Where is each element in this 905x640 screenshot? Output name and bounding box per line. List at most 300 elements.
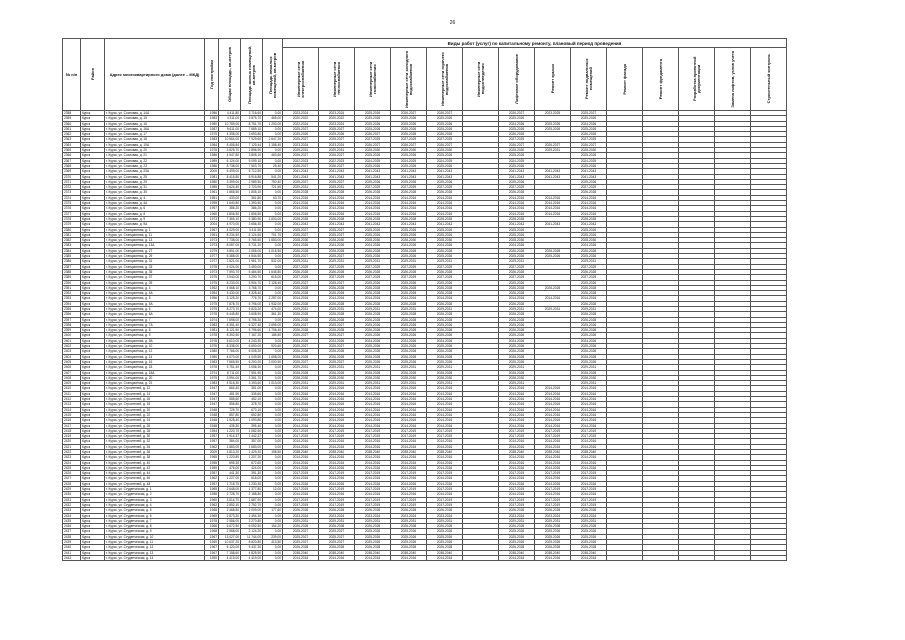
table-cell: 2014-2016 (391, 423, 427, 428)
table-cell: 2023-2024 (571, 513, 607, 518)
table-cell: 2017-2019 (499, 471, 535, 476)
table-cell: 2379 (63, 222, 81, 227)
table-cell: 2014-2016 (571, 296, 607, 301)
table-cell: 2028-2030 (391, 375, 427, 380)
table-cell: 2 055,00 (241, 248, 263, 253)
table-cell: 463,60 (263, 153, 283, 158)
table-cell: 335,60 (241, 391, 263, 396)
table-cell: г. Курск, ул. Станционная, д. 13А (105, 243, 205, 248)
table-cell: 2026-2028 (391, 291, 427, 296)
table-cell: 2009 (205, 450, 219, 455)
table-cell: 3 608,90 (241, 312, 263, 317)
table-cell: 2041-2043 (319, 174, 355, 179)
table-cell: 1986 (205, 153, 219, 158)
table-cell: 2014-2016 (355, 418, 391, 423)
table-cell: 2410 (63, 386, 81, 391)
table-cell: 2024-2025 (427, 158, 463, 163)
table-cell: 13 027,00 (219, 534, 241, 539)
table-cell: 2026-2028 (355, 269, 391, 274)
table-cell: 1968 (205, 529, 219, 534)
table-cell: 4 070,00 (219, 354, 241, 359)
table-cell: г. Курск, ул. Станционная, д. 7 (105, 317, 205, 322)
table-cell: 2000 (205, 169, 219, 174)
table-cell: 2025-2026 (391, 153, 427, 158)
table-cell: 1 015,50 (263, 248, 283, 253)
table-cell: 8 338,00 (219, 344, 241, 349)
table-cell: 2026-2028 (319, 301, 355, 306)
table-cell: Курск (81, 254, 105, 259)
table-cell: г. Курск, ул. Станционная, д. 39 (105, 280, 205, 285)
table-cell: 2041-2043 (391, 169, 427, 174)
table-cell: 2026-2027 (499, 111, 535, 116)
table-cell: 2438 (63, 534, 81, 539)
table-cell: 2026-2028 (283, 508, 319, 513)
table-cell: Курск (81, 349, 105, 354)
table-cell: 721,50 (263, 185, 283, 190)
table-cell: 1981 (205, 328, 219, 333)
table-cell: 1974 (205, 370, 219, 375)
table-cell: 2 989,50 (241, 179, 263, 184)
table-cell: 6 672,50 (219, 524, 241, 529)
table-cell: 2014-2016 (283, 492, 319, 497)
table-cell: 2041-2043 (283, 174, 319, 179)
table-cell: 2014-2016 (571, 465, 607, 470)
table-cell: 6 327,40 (241, 322, 263, 327)
table-cell: 2017-2019 (535, 471, 571, 476)
table-cell: г. Курск, ул. Станционная, д. 29 (105, 254, 205, 259)
table-cell: 12,00 (263, 487, 283, 492)
table-cell: 2014-2016 (499, 481, 535, 486)
header-works-group: Виды работ (услуг) по капитальному ремонту, плановый период проведения (283, 39, 787, 48)
table-cell: Курск (81, 471, 105, 476)
table-cell: 5 731,20 (241, 243, 263, 248)
table-cell: 2436 (63, 524, 81, 529)
table-cell: г. Курск, ул. Строителей, д. 18 (105, 402, 205, 407)
table-cell: 2026-2028 (319, 291, 355, 296)
table-cell: 2025-2026 (499, 529, 535, 534)
table-cell: 2025-2026 (427, 179, 463, 184)
table-cell: 2038-2040 (283, 450, 319, 455)
table-cell: 8 455,84 (219, 142, 241, 147)
table-cell: 8 273,70 (219, 306, 241, 311)
table-cell: 2014-2016 (319, 211, 355, 216)
table-cell: 1962 (205, 502, 219, 507)
table-cell: 2025-2026 (535, 529, 571, 534)
header-work-8: Ремонт подвальных помещений (571, 48, 607, 111)
table-cell: 2026-2028 (571, 301, 607, 306)
table-cell: г. Курск, ул. Станционная, д. 6 (105, 306, 205, 311)
table-cell: 2014-2016 (391, 455, 427, 460)
table-cell: г. Курск, ул. Сосновая, д. 16 (105, 121, 205, 126)
table-cell: 2025-2027 (319, 227, 355, 232)
table-cell: 2029-2031 (283, 148, 319, 153)
table-cell: Курск (81, 190, 105, 195)
header-area-living: Площадь жилых помещений, кв.метров (241, 39, 263, 111)
table-cell: 2014-2016 (499, 397, 535, 402)
table-cell: 11 744,00 (241, 534, 263, 539)
table-cell: 2027-2029 (391, 137, 427, 142)
table-cell: 10 637,20 (219, 540, 241, 545)
table-cell: 1962 (205, 476, 219, 481)
table-cell: Курск (81, 508, 105, 513)
table-cell: 0,00 (263, 407, 283, 412)
table-cell: г. Курск, ул. Студенческая, д. 11 (105, 540, 205, 545)
table-cell: 2025-2026 (391, 280, 427, 285)
table-cell: 2026-2028 (571, 524, 607, 529)
table-cell: 2025-2026 (499, 344, 535, 349)
table-cell: 2014-2016 (355, 439, 391, 444)
table-cell: 2014-2016 (283, 391, 319, 396)
table-cell: 2026-2028 (499, 285, 535, 290)
table-cell: 0,00 (263, 211, 283, 216)
table-cell: 3 693,80 (241, 132, 263, 137)
table-cell: 2024-2026 (427, 338, 463, 343)
table-cell: 2027-2029 (427, 137, 463, 142)
table-cell: 2027-2029 (427, 264, 463, 269)
table-cell: г. Курск, ул. Сосновая, д. 22 (105, 158, 205, 163)
table-cell: 2014-2016 (571, 211, 607, 216)
table-cell: 2025-2027 (283, 534, 319, 539)
table-cell: 1980 (205, 354, 219, 359)
table-cell: 1976 (205, 148, 219, 153)
table-cell: 2029-2031 (427, 381, 463, 386)
table-cell: 1978 (205, 264, 219, 269)
table-cell: 2399 (63, 328, 81, 333)
table-cell: 2014-2016 (355, 391, 391, 396)
table-cell: г. Курск, ул. Строителей, д. 26 (105, 423, 205, 428)
table-cell: Курск (81, 243, 105, 248)
table-cell: 2014-2016 (355, 476, 391, 481)
table-cell: г. Курск, ул. Сосновая, д. 35 (105, 190, 205, 195)
table-cell: 2026-2028 (391, 524, 427, 529)
table-cell: 2023-2024 (499, 513, 535, 518)
table-cell: 2024-2026 (427, 243, 463, 248)
table-cell: 2014-2016 (499, 423, 535, 428)
table-cell: 6 445,80 (219, 312, 241, 317)
table-cell: 701,70 (263, 232, 283, 237)
table-cell: 433,00 (219, 195, 241, 200)
table-cell: 3 994,00 (219, 375, 241, 380)
table-cell: 2025-2026 (391, 232, 427, 237)
table-cell: 2026-2028 (499, 370, 535, 375)
table-cell: 2 687,90 (241, 497, 263, 502)
table-cell: 541,20 (263, 174, 283, 179)
table-cell: 29,40 (263, 163, 283, 168)
table-cell: 2014-2016 (355, 211, 391, 216)
table-cell: 2026-2028 (499, 132, 535, 137)
table-cell: 1 806,50 (241, 211, 263, 216)
table-cell: 5 796,00 (241, 301, 263, 306)
table-cell: 2026-2028 (499, 508, 535, 513)
table-cell: 2017-2019 (391, 471, 427, 476)
table-cell: 2014-2016 (427, 407, 463, 412)
table-cell: 2 568,00 (219, 529, 241, 534)
table-cell: 2026-2028 (571, 190, 607, 195)
table-cell: 2025-2027 (571, 111, 607, 116)
table-cell: 2025-2026 (499, 359, 535, 364)
table-cell: Курск (81, 153, 105, 158)
table-cell: 2025-2027 (283, 254, 319, 259)
table-cell: 2359 (63, 116, 81, 121)
table-cell: Курск (81, 386, 105, 391)
table-cell: 0,00 (263, 132, 283, 137)
table-cell: 2014-2016 (355, 481, 391, 486)
table-cell: г. Курск, ул. Студенческая, д. 12 (105, 545, 205, 550)
table-cell: 2025-2026 (571, 534, 607, 539)
table-cell: 2029-2031 (499, 365, 535, 370)
table-cell: г. Курск, ул. Станционная, д. 18 (105, 365, 205, 370)
table-cell: 2025-2026 (427, 344, 463, 349)
table-cell: 2025-2026 (391, 534, 427, 539)
table-cell: 2419 (63, 434, 81, 439)
table-cell: 2014-2016 (535, 206, 571, 211)
table-cell: 2025-2026 (355, 111, 391, 116)
table-cell: 2391 (63, 285, 81, 290)
table-cell: 2376 (63, 206, 81, 211)
table-cell: Курск (81, 322, 105, 327)
table-cell: 2014-2016 (283, 195, 319, 200)
table-cell: 2 728,70 (219, 492, 241, 497)
table-cell: 2014-2016 (283, 423, 319, 428)
table-cell: 351,00 (241, 386, 263, 391)
table-cell: 2038-2040 (391, 550, 427, 555)
table-cell: 2014-2016 (499, 206, 535, 211)
table-cell: 2025-2026 (571, 116, 607, 121)
table-cell: 2014-2016 (319, 465, 355, 470)
table-cell: 2014-2016 (499, 407, 535, 412)
table-cell: 2026-2028 (499, 524, 535, 529)
table-cell: 2423 (63, 455, 81, 460)
table-cell: 0,00 (263, 439, 283, 444)
table-cell: 2038-2040 (391, 450, 427, 455)
table-cell: 2014-2016 (427, 211, 463, 216)
table-cell: 2 648,00 (219, 487, 241, 492)
table-cell: 1959 (205, 201, 219, 206)
table-cell: 2440 (63, 545, 81, 550)
table-cell: 2026-2028 (499, 545, 535, 550)
table-cell: 2029-2031 (355, 381, 391, 386)
table-cell: Курск (81, 344, 105, 349)
table-cell: 2026-2028 (319, 216, 355, 221)
table-cell: 2026-2028 (283, 291, 319, 296)
table-cell: г. Курск, ул. Станционная, д. 18А (105, 370, 205, 375)
table-cell: 2 468,50 (219, 508, 241, 513)
table-cell: 2014-2016 (427, 476, 463, 481)
table-cell: 2041-2043 (427, 222, 463, 227)
table-cell: 2026-2028 (319, 545, 355, 550)
table-cell: Курск (81, 132, 105, 137)
table-cell: 7 689,10 (241, 126, 263, 131)
table-cell: 1 377,80 (241, 487, 263, 492)
table-cell: 8 392,50 (219, 333, 241, 338)
table-cell: 2026-2028 (355, 317, 391, 322)
table-cell: 2398 (63, 322, 81, 327)
table-cell: 1962 (205, 444, 219, 449)
table-cell: 1975 (205, 275, 219, 280)
table-cell: 2 556,00 (219, 518, 241, 523)
table-cell: 0,00 (263, 243, 283, 248)
table-cell: 0,00 (263, 497, 283, 502)
table-cell: 2026-2027 (283, 163, 319, 168)
table-cell: 2024-2026 (499, 121, 535, 126)
table-cell: 2014-2016 (355, 397, 391, 402)
table-cell (751, 555, 787, 560)
table-cell: 2029-2031 (283, 518, 319, 523)
table-cell: г. Курск, ул. Станционная, д. 9А (105, 338, 205, 343)
table-cell: 2014-2016 (355, 423, 391, 428)
table-cell: 1980 (205, 179, 219, 184)
table-cell: 672,60 (241, 460, 263, 465)
table-cell: Курск (81, 206, 105, 211)
table-cell: Курск (81, 201, 105, 206)
table-cell: 2026-2028 (355, 508, 391, 513)
table-cell: 2026-2027 (535, 142, 571, 147)
table-cell: 0,00 (263, 412, 283, 417)
table-cell: 2390 (63, 280, 81, 285)
table-cell: 2026-2028 (499, 317, 535, 322)
table-cell: 2026-2028 (391, 370, 427, 375)
table-cell: 8 121,50 (219, 328, 241, 333)
table-cell: 481,90 (219, 391, 241, 396)
table-cell: г. Курск, ул. Станционная, д. 22 (105, 381, 205, 386)
table-cell: Курск (81, 216, 105, 221)
table-cell: 2 852,10 (219, 502, 241, 507)
table-cell: г. Курск, ул. Станционная, д. 11 (105, 232, 205, 237)
table-cell: 1954 (205, 428, 219, 433)
table-cell: г. Курск, ул. Строителей, д. 40 (105, 460, 205, 465)
table-cell: 2014-2016 (499, 391, 535, 396)
table-cell: 0,00 (263, 158, 283, 163)
table-cell: 2 270,80 (241, 518, 263, 523)
table-cell: 4 547,80 (219, 153, 241, 158)
table-cell: 4 825,90 (241, 550, 263, 555)
table-cell: 2024-2026 (283, 338, 319, 343)
table-cell: 2014-2016 (571, 206, 607, 211)
header-address: Адрес многоквартирного дома (далее – МКД) (105, 39, 205, 111)
table-cell: 1948 (205, 412, 219, 417)
table-cell: 2026-2028 (355, 545, 391, 550)
table-cell: 2024-2026 (499, 338, 535, 343)
table-cell: 1965 (205, 455, 219, 460)
table-cell: 2362 (63, 132, 81, 137)
table-cell: 452,10 (241, 397, 263, 402)
table-cell: 2014-2016 (499, 492, 535, 497)
table-cell: 2038-2040 (355, 450, 391, 455)
table-cell: Курск (81, 211, 105, 216)
table-cell: г. Курск, ул. Сосновая, д. 31 (105, 185, 205, 190)
table-cell: г. Курск, ул. Станционная, д. 12 (105, 349, 205, 354)
header-work-3: Инженерные сети холодного водоснабжения (391, 48, 427, 111)
table-cell: г. Курск, ул. Станционная, д. 37 (105, 275, 205, 280)
table-cell: 2 128,40 (263, 280, 283, 285)
table-cell: Курск (81, 513, 105, 518)
table-cell: 857,80 (219, 412, 241, 417)
table-cell: г. Курск, ул. Строителей, д. 42 (105, 465, 205, 470)
table-cell: 2014-2016 (355, 407, 391, 412)
table-cell: 2026-2028 (535, 285, 571, 290)
table-cell: 1954 (205, 291, 219, 296)
table-cell: 2026-2028 (571, 248, 607, 253)
table-cell: 2029-2031 (499, 306, 535, 311)
table-cell (463, 555, 499, 560)
table-cell: 2014-2016 (283, 455, 319, 460)
table-cell: г. Курск, ул. Строителей, д. 14 (105, 391, 205, 396)
table-cell: 2025-2026 (427, 126, 463, 131)
table-cell: 2041-2043 (391, 174, 427, 179)
table-cell: 725,70 (219, 407, 241, 412)
table-cell: 1978 (205, 333, 219, 338)
table-cell: 2014-2016 (571, 460, 607, 465)
table-cell: 2014-2016 (391, 391, 427, 396)
table-cell: 5 904,70 (241, 280, 263, 285)
table-cell: Курск (81, 338, 105, 343)
table-cell: Курск (81, 296, 105, 301)
table-cell: 2026-2028 (283, 328, 319, 333)
table-cell: 2024-2026 (319, 338, 355, 343)
table-cell: 1 156,40 (263, 142, 283, 147)
table-cell: 0,00 (263, 148, 283, 153)
table-cell: 2025-2026 (499, 540, 535, 545)
table-cell: 1987 (205, 126, 219, 131)
table-cell: Курск (81, 540, 105, 545)
table-cell: Курск (81, 381, 105, 386)
table-cell: 664,40 (219, 386, 241, 391)
table-cell: 2025-2027 (283, 137, 319, 142)
table-cell: 2364 (63, 142, 81, 147)
table-cell: 4 419,00 (219, 555, 241, 560)
table-cell: 2017-2019 (499, 434, 535, 439)
table-cell: г. Курск, ул. Станционная, д. 10 (105, 344, 205, 349)
table-cell: 2029-2031 (319, 365, 355, 370)
table-cell: 2041-2043 (391, 222, 427, 227)
table-cell: 2014-2016 (391, 407, 427, 412)
table-cell: 2014-2016 (499, 439, 535, 444)
table-cell: 2017-2019 (391, 434, 427, 439)
table-cell: 2014-2016 (283, 397, 319, 402)
table-cell: г. Курск, ул. Строителей, д. 38 (105, 455, 205, 460)
table-cell: 2017-2019 (391, 487, 427, 492)
table-cell: 2026-2028 (355, 291, 391, 296)
table-cell: Курск (81, 137, 105, 142)
table-cell: 2026-2028 (355, 370, 391, 375)
table-cell: г. Курск, ул. Студенческая, д. 6 (105, 513, 205, 518)
table-cell: 2027-2029 (499, 275, 535, 280)
table-cell: 1983 (205, 359, 219, 364)
table-cell: 2026-2028 (571, 328, 607, 333)
table-cell: 2023-2024 (355, 513, 391, 518)
table-cell: 2017-2019 (319, 471, 355, 476)
table-cell: 2025-2026 (535, 121, 571, 126)
table-cell: 2439 (63, 540, 81, 545)
table-cell: Курск (81, 407, 105, 412)
table-cell: 7 365,10 (219, 216, 241, 221)
table-cell: 2026-2028 (319, 248, 355, 253)
table-cell: 2025-2027 (283, 344, 319, 349)
table-cell: 1978 (205, 338, 219, 343)
table-cell: 2026-2028 (355, 301, 391, 306)
table-cell: 2014-2016 (535, 397, 571, 402)
table-cell: 2026-2028 (319, 349, 355, 354)
table-cell: 2405 (63, 359, 81, 364)
table-cell: 2014-2016 (283, 386, 319, 391)
table-cell: 2025-2026 (391, 344, 427, 349)
table-cell: 2017-2019 (571, 434, 607, 439)
table-cell: г. Курск, ул. Станционная, д. 7А (105, 322, 205, 327)
table-cell: 2017-2019 (391, 502, 427, 507)
table-cell: 2017-2019 (319, 502, 355, 507)
table-cell: 2014-2016 (427, 465, 463, 470)
table-cell: 1976 (205, 365, 219, 370)
